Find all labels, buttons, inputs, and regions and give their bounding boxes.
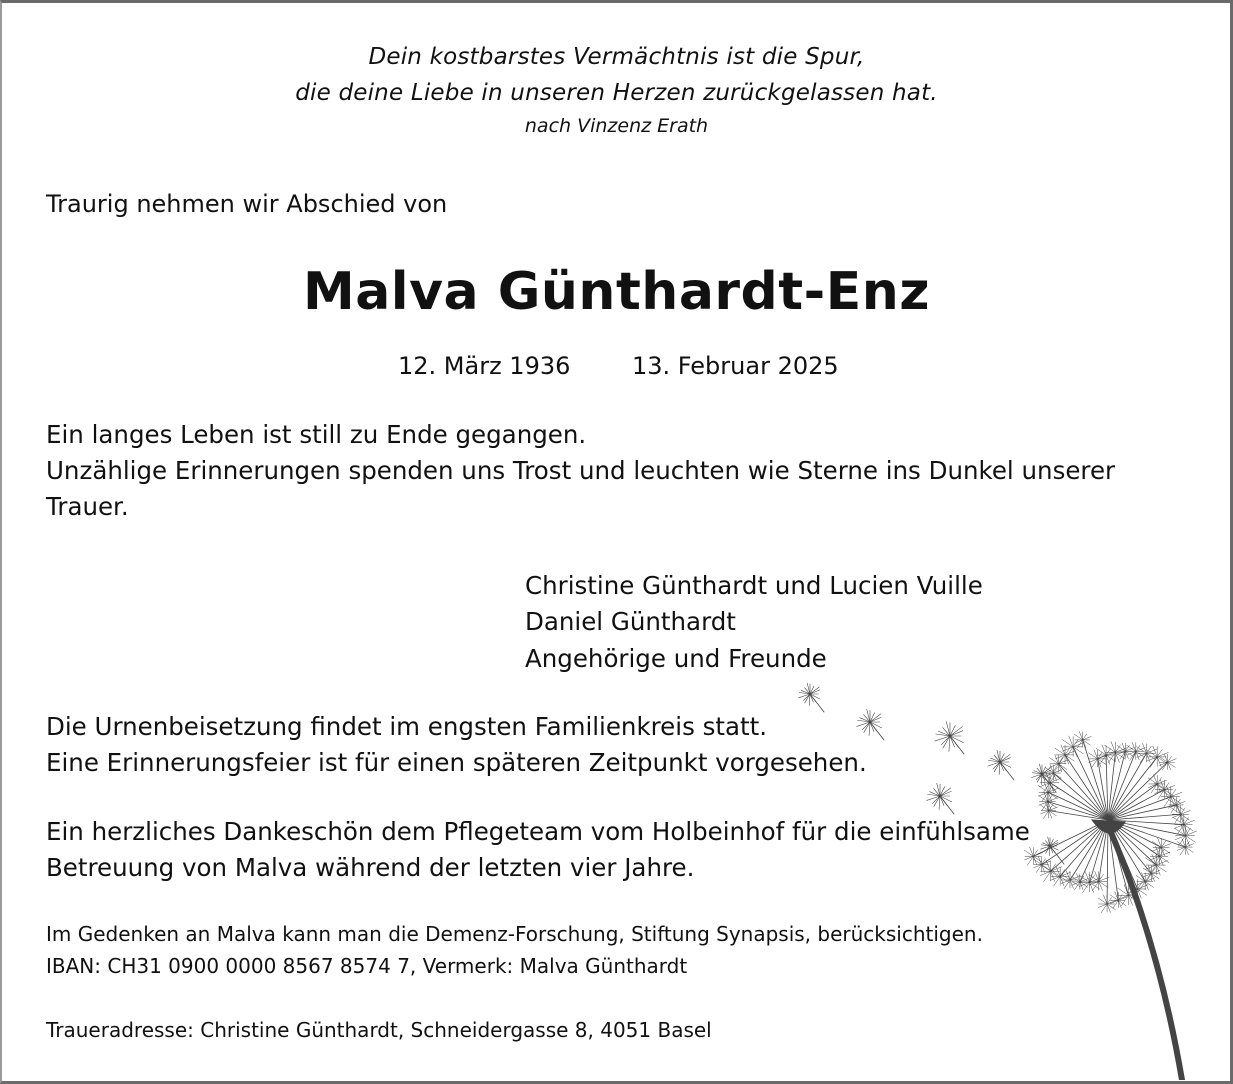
quote-line-2: die deine Liebe in unseren Herzen zurückgelassen hat. <box>295 80 938 106</box>
birth-date: 12. März 1936 <box>398 352 571 380</box>
dandelion-icon <box>780 680 1220 1080</box>
deceased-name: Malva Günthardt-Enz <box>302 262 931 322</box>
donation-iban: IBAN: CH31 0900 0000 8567 8574 7, Vermerk: Malva Günthardt <box>46 954 688 978</box>
quote-author: nach Vinzenz Erath <box>524 115 709 137</box>
ceremony-line-1: Die Urnenbeisetzung findet im engsten Familienkreis statt. <box>46 712 768 741</box>
quote-line-1: Dein kostbarstes Vermächtnis ist die Spur, <box>368 44 865 70</box>
thanks-line-2: Betreuung von Malva während der letzten vier Jahre. <box>46 853 695 882</box>
intro-text: Traurig nehmen wir Abschied von <box>46 190 448 218</box>
mourner-3: Angehörige und Freunde <box>525 644 827 673</box>
message-line-2: Unzählige Erinnerungen spenden uns Trost und leuchten wie Sterne ins Dunkel unserer <box>46 456 1116 485</box>
mourner-2: Daniel Günthardt <box>525 607 736 636</box>
donation-line-1: Im Gedenken an Malva kann man die Demenz-Forschung, Stiftung Synapsis, berücksichtigen. <box>46 922 983 946</box>
mourning-address: Traueradresse: Christine Günthardt, Schneidergasse 8, 4051 Basel <box>46 1018 712 1042</box>
thanks-line-1: Ein herzliches Dankeschön dem Pflegeteam vom Holbeinhof für die einfühlsame <box>46 817 1030 846</box>
message-line-1: Ein langes Leben ist still zu Ende gegangen. <box>46 420 587 449</box>
message-line-3: Trauer. <box>46 492 129 521</box>
mourner-1: Christine Günthardt und Lucien Vuille <box>525 571 983 600</box>
ceremony-line-2: Eine Erinnerungsfeier ist für einen späteren Zeitpunkt vorgesehen. <box>46 748 867 777</box>
death-date: 13. Februar 2025 <box>632 352 839 380</box>
